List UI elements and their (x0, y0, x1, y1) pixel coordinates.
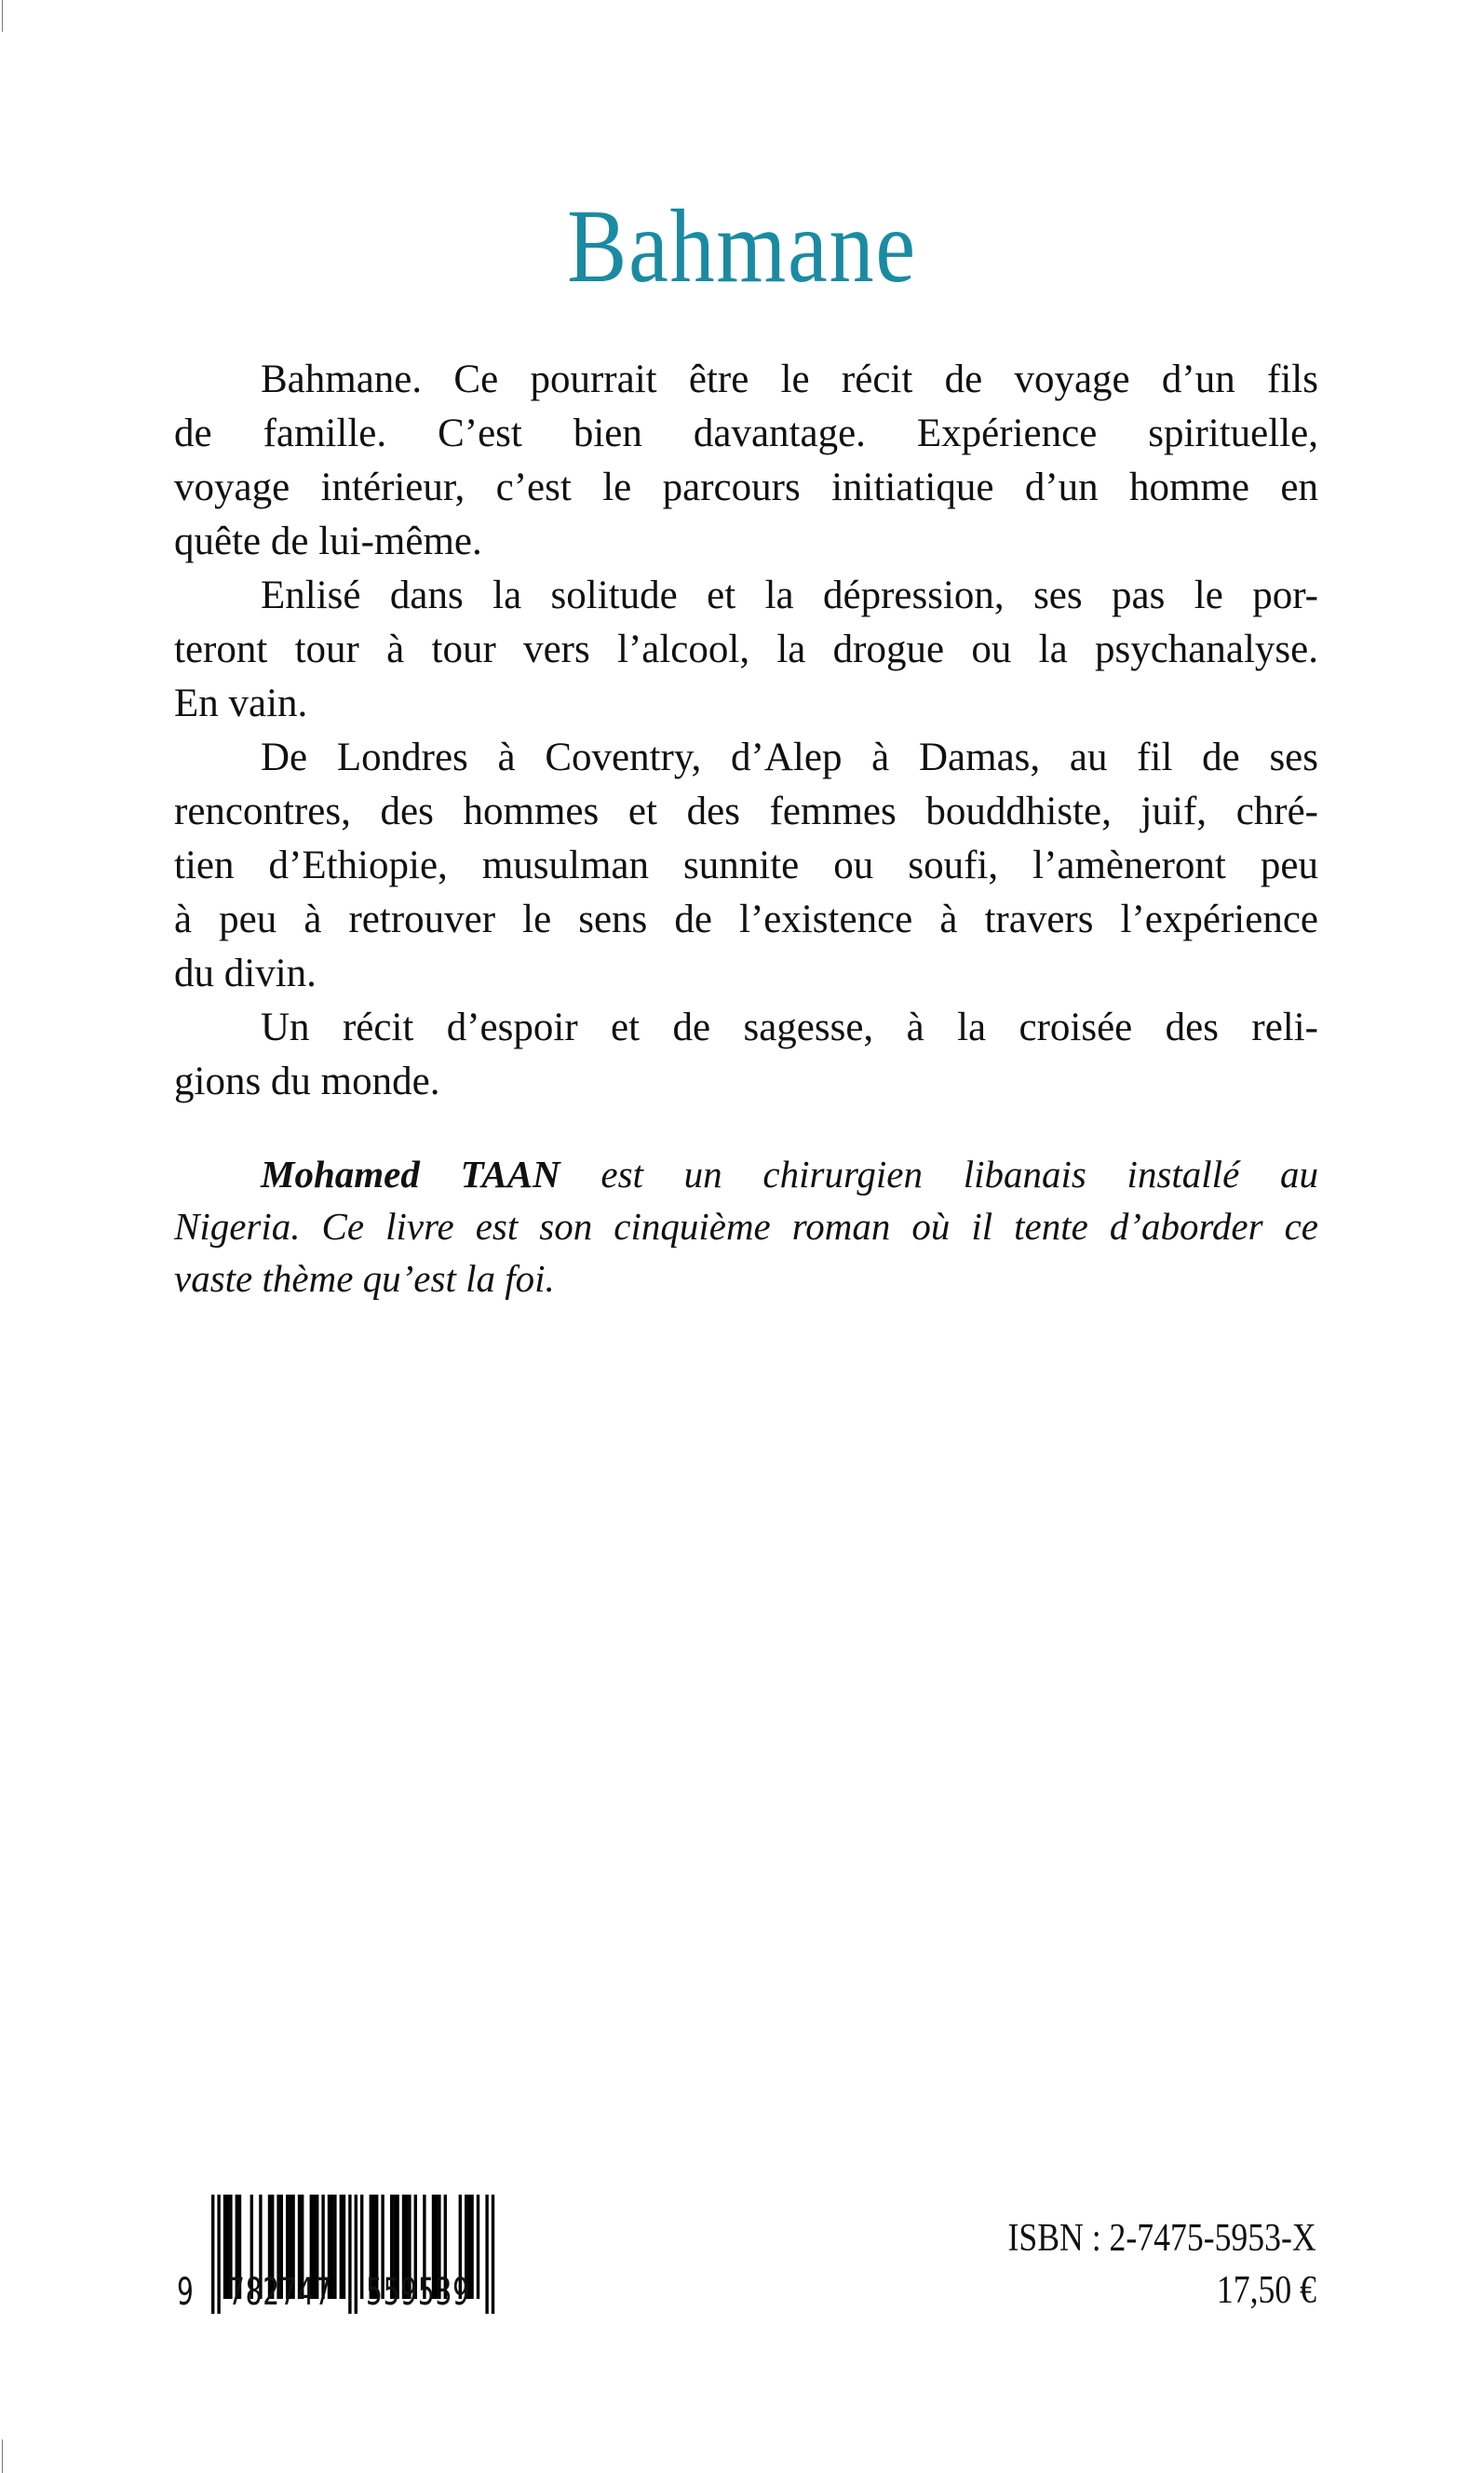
paragraph (174, 569, 1318, 731)
text-line: Nigeria. Ce livre est son cinquième roman où il tente d’aborder ce (174, 1205, 1318, 1248)
author-bio (174, 1148, 1318, 1304)
text-line: teront tour à tour vers l’alcool, la drogue ou la psychanalyse. (174, 628, 1318, 671)
barcode-bar (211, 2195, 214, 2314)
barcode-bar (477, 2195, 479, 2299)
text-line: voyage intérieur, c’est le parcours initiatique d’un homme en (174, 466, 1318, 509)
text-line: rencontres, des hommes et des femmes bouddhiste, juif, chré- (174, 790, 1318, 833)
bio-text: est un chirurgien libanais installé au (560, 1153, 1318, 1196)
text-line: De Londres à Coventry, d’Alep à Damas, au fil de ses (261, 736, 1318, 779)
crop-mark-bottom (2, 2439, 3, 2473)
book-title: Bahmane (567, 189, 917, 304)
barcode-bar (217, 2195, 220, 2314)
barcode-bar (343, 2195, 345, 2299)
crop-mark-top (2, 0, 3, 32)
text-line: Bahmane. Ce pourrait être le récit de voyage d’un fils (261, 358, 1318, 401)
paragraph (174, 353, 1318, 569)
barcode-bar (340, 2195, 343, 2299)
price: 17,50 € (1216, 2269, 1316, 2312)
barcode-bar (492, 2195, 494, 2314)
text-line: de famille. C’est bien davantage. Expérience spirituelle, (174, 412, 1318, 455)
text-line: Enlisé dans la solitude et la dépression, ses pas le por- (261, 574, 1318, 617)
barcode-digits-right: 559539 (366, 2271, 470, 2314)
barcode-digit-first: 9 (177, 2271, 195, 2314)
text-line: tien d’Ethiopie, musulman sunnite ou soufi, l’amèneront peu (174, 844, 1318, 887)
text-line: à peu à retrouver le sens de l’existence à travers l’expérience (174, 898, 1318, 941)
text-line (174, 1148, 1318, 1200)
barcode-bar (348, 2195, 351, 2314)
text-line: quête de lui-même. (174, 520, 482, 563)
barcode-bar (223, 2195, 226, 2299)
text-line: En vain. (174, 682, 308, 725)
text-line: vaste thème qu’est la foi. (174, 1257, 555, 1300)
text-line: du divin. (174, 952, 317, 995)
barcode-bar (333, 2195, 336, 2299)
author-name: Mohamed TAAN (261, 1153, 560, 1196)
barcode-bar (355, 2195, 358, 2314)
text-line: Un récit d’espoir et de sagesse, à la croisée des reli- (261, 1006, 1318, 1049)
paragraph (174, 1001, 1318, 1109)
barcode-bar (470, 2195, 473, 2299)
barcode-bar (360, 2195, 363, 2299)
text-line: gions du monde. (174, 1060, 440, 1103)
barcode-bar (485, 2195, 488, 2314)
blurb (174, 353, 1318, 1109)
barcode-digits-left: 782747 (228, 2271, 332, 2314)
isbn: ISBN : 2-7475-5953-X (1007, 2217, 1316, 2260)
paragraph (174, 731, 1318, 1001)
